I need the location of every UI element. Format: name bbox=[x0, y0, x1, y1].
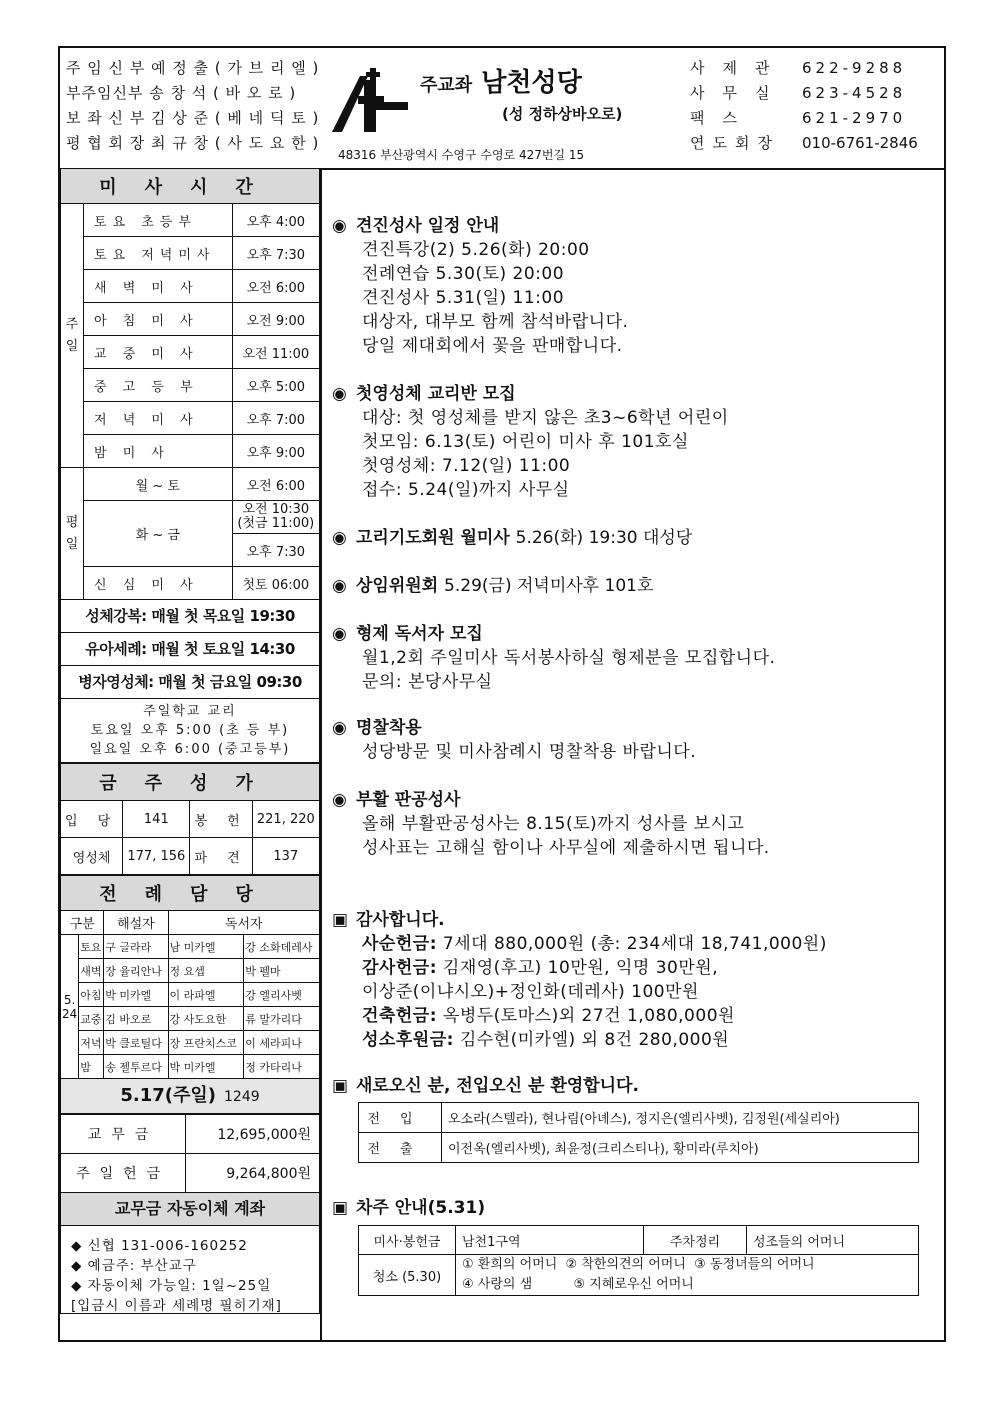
reader-1: 강 사도요한 bbox=[168, 1007, 244, 1031]
offering-label: 교무금 bbox=[61, 1115, 186, 1154]
mass-name: 월 ~ 토 bbox=[84, 468, 233, 501]
notice-confirmation: ◉ 견진성사 일정 안내 견진특강(2) 5.26(화) 20:00 전례연습 5.30(토) 20:00 견진성사 5.31(일) 11:00 대상자, 대부모 함께 참석바랍니다. 당일 제대회에서 꽃을 판매합니다. bbox=[332, 216, 629, 356]
hymns-table bbox=[60, 763, 320, 875]
mass-time: 오전 10:30 (첫금 11:00) bbox=[232, 501, 319, 534]
contact-label: 사무실 bbox=[690, 84, 788, 102]
mass-time: 오전 6:00 bbox=[232, 270, 319, 303]
sidebar bbox=[60, 168, 322, 1340]
sunday-school-info: 주일학교 교리 토요일 오후 5:00 (초 등 부) 일요일 오후 6:00 (중고등부) bbox=[60, 699, 320, 763]
welcome-label: 전출 bbox=[359, 1133, 442, 1163]
reader-1: 이 라파엘 bbox=[168, 983, 244, 1007]
clergy-list bbox=[66, 56, 319, 156]
hymn-number: 221, 220 bbox=[252, 801, 319, 838]
summary-date: 5.17(주일) bbox=[120, 1085, 216, 1106]
bulletin-frame bbox=[58, 46, 946, 1342]
notice-gori-prayer: ◉ 고리기도회원 월미사 5.26(화) 19:30 대성당 bbox=[332, 528, 693, 548]
reader-2: 박 펠마 bbox=[244, 959, 320, 983]
liturgy-slot: 아침 bbox=[79, 983, 104, 1007]
notice-easter-confession: ◉ 부활 판공성사 올해 부활판공성사는 8.15(토)까지 성사를 보시고 성사표는 고해실 함이나 사무실에 제출하시면 됩니다. bbox=[332, 790, 770, 858]
next-value: 성조들의 어머니 bbox=[747, 1226, 919, 1255]
mass-time: 오후 7:30 bbox=[232, 534, 319, 567]
reader-2: 강 소화데레사 bbox=[244, 935, 320, 959]
liturgy-date: 5. 24 bbox=[61, 935, 79, 1079]
infant-baptism-info: 유아세례: 매월 첫 토요일 14:30 bbox=[60, 633, 320, 666]
mass-name: 토요 초등부 bbox=[84, 204, 233, 237]
mass-name: 저 녁 미 사 bbox=[84, 402, 233, 435]
attendance-count: 1249 bbox=[224, 1089, 260, 1105]
contact-number: 621-2970 bbox=[802, 109, 907, 127]
notice-standing-committee: ◉ 상임위원회 5.29(금) 저녁미사후 101호 bbox=[332, 576, 654, 596]
mass-schedule-table bbox=[60, 168, 320, 600]
mass-name: 토요 저녁미사 bbox=[84, 237, 233, 270]
mass-time: 오후 9:00 bbox=[232, 435, 319, 468]
notice-reader-recruit: ◉ 형제 독서자 모집 월1,2회 주일미사 독서봉사하실 형제분을 모집합니다. 문의: 본당사무실 bbox=[332, 624, 776, 692]
hymn-number: 177, 156 bbox=[123, 838, 190, 875]
mass-name: 새 벽 미 사 bbox=[84, 270, 233, 303]
clergy-line: 주 임 신 부 예 정 출 ( 가 브 리 엘 ) bbox=[66, 59, 320, 77]
account-info: ◆ 신협 131-006-160252 ◆ 예금주: 부산교구 ◆ 자동이체 가능일: 1일~25일 [입금시 이름과 세례명 필히기재] bbox=[60, 1226, 320, 1314]
liturgy-table bbox=[60, 875, 320, 1079]
contact-list bbox=[690, 56, 918, 156]
commentator: 송 젤투르다 bbox=[104, 1055, 168, 1079]
hymn-label: 파 견 bbox=[190, 838, 252, 875]
title-main: 남천성당 bbox=[481, 68, 582, 98]
notice-first-communion: ◉ 첫영성체 교리반 모집 대상: 첫 영성체를 받지 않은 초3~6학년 어린이 첫모임: 6.13(토) 어린이 미사 후 101호실 첫영성체: 7.12(일) 11:00 접수: 5.24(일)까지 사무실 bbox=[332, 384, 729, 500]
parish-subtitle: (성 정하상바오로) bbox=[502, 105, 623, 123]
liturgy-header: 전례담당 bbox=[61, 876, 320, 911]
welcome-names: 이전옥(엘리사벳), 최윤정(크리스티나), 황미라(루치아) bbox=[442, 1133, 919, 1163]
next-label: 청소 (5.30) bbox=[359, 1255, 456, 1296]
contact-row bbox=[690, 106, 918, 131]
clergy-line: 보 좌 신 부 김 상 준 ( 베 네 딕 토 ) bbox=[66, 109, 320, 127]
contact-row bbox=[690, 131, 918, 156]
mass-time: 오후 7:00 bbox=[232, 402, 319, 435]
mass-time: 오전 9:00 bbox=[232, 303, 319, 336]
parish-address: 48316 부산광역시 수영구 수영로 427번길 15 bbox=[338, 148, 585, 162]
liturgy-slot: 교중 bbox=[79, 1007, 104, 1031]
next-label: 주차정리 bbox=[644, 1226, 747, 1255]
commentator: 박 클로틸다 bbox=[104, 1031, 168, 1055]
welcome-label: 전입 bbox=[359, 1103, 442, 1133]
reader-2: 강 엘리사벳 bbox=[244, 983, 320, 1007]
reader-1: 장 프란치스코 bbox=[168, 1031, 244, 1055]
welcome-table bbox=[358, 1102, 919, 1163]
hymn-number: 137 bbox=[252, 838, 319, 875]
commentator: 김 바오로 bbox=[104, 1007, 168, 1031]
offering-table bbox=[60, 1114, 320, 1193]
mass-name: 밤 미 사 bbox=[84, 435, 233, 468]
liturgy-slot: 새벽 bbox=[79, 959, 104, 983]
mass-time: 오전 6:00 bbox=[232, 468, 319, 501]
hymns-header: 금주성가 bbox=[61, 764, 320, 801]
commentator: 구 글라라 bbox=[104, 935, 168, 959]
reader-2: 이 세라피나 bbox=[244, 1031, 320, 1055]
parish-title bbox=[420, 62, 582, 99]
mass-name: 화 ~ 금 bbox=[84, 501, 233, 567]
church-logo-icon bbox=[330, 62, 410, 136]
next-week-table bbox=[358, 1225, 919, 1296]
title-prefix: 주교좌 bbox=[420, 75, 473, 96]
mass-name: 중 고 등 부 bbox=[84, 369, 233, 402]
mass-time: 오후 7:30 bbox=[232, 237, 319, 270]
col-commentator: 해설자 bbox=[104, 911, 168, 935]
contact-label: 연도회장 bbox=[690, 134, 780, 152]
liturgy-slot: 저녁 bbox=[79, 1031, 104, 1055]
next-week-section: ▣ 차주 안내(5.31) bbox=[332, 1198, 486, 1218]
hymn-label: 봉 헌 bbox=[190, 801, 252, 838]
sunday-label: 주일 bbox=[61, 204, 84, 468]
benediction-info: 성체강복: 매월 첫 목요일 19:30 bbox=[60, 600, 320, 633]
mass-name: 교 중 미 사 bbox=[84, 336, 233, 369]
col-reader: 독서자 bbox=[168, 911, 319, 935]
welcome-names: 오소라(스텔라), 현나림(아녜스), 정지은(엘리사벳), 김정원(세실리아) bbox=[442, 1103, 919, 1133]
contact-number: 010-6761-2846 bbox=[802, 134, 918, 152]
reader-2: 류 말가리다 bbox=[244, 1007, 320, 1031]
contact-number: 623-4528 bbox=[802, 84, 907, 102]
col-gubun: 구분 bbox=[61, 911, 104, 935]
liturgy-slot: 밤 bbox=[79, 1055, 104, 1079]
notice-name-tag: ◉ 명찰착용 성당방문 및 미사참례시 명찰착용 바랍니다. bbox=[332, 718, 697, 762]
reader-1: 정 요셉 bbox=[168, 959, 244, 983]
contact-row bbox=[690, 81, 918, 106]
next-value: 남천1구역 bbox=[456, 1226, 644, 1255]
next-label: 미사·봉헌금 bbox=[359, 1226, 456, 1255]
clergy-line: 평 협 회 장 최 규 창 ( 사 도 요 한 ) bbox=[66, 134, 320, 152]
contact-label: 팩스 bbox=[690, 109, 755, 127]
mass-name: 아 침 미 사 bbox=[84, 303, 233, 336]
mass-time: 오후 5:00 bbox=[232, 369, 319, 402]
contact-row bbox=[690, 56, 918, 81]
weekday-label: 평일 bbox=[61, 468, 84, 600]
contact-number: 622-9288 bbox=[802, 59, 907, 77]
sick-communion-info: 병자영성체: 매월 첫 금요일 09:30 bbox=[60, 666, 320, 699]
mass-schedule-header: 미사시간 bbox=[61, 169, 320, 204]
commentator: 박 미카엘 bbox=[104, 983, 168, 1007]
bulletin-header bbox=[60, 48, 944, 170]
thanks-section: ▣ 감사합니다. 사순헌금: 7세대 880,000원 (총: 234세대 18,741,000원) 감사헌금: 김재영(후고) 10만원, 익명 30만원, 이상준(이냐시오)+정인화(데레사) 100만원 건축헌금: 옥병두(토마스)외 27건 1,080,000원 성소후원금: 김수현(미카엘) 외 8건 280,000원 bbox=[332, 910, 827, 1050]
offering-amount: 9,264,800원 bbox=[186, 1154, 320, 1193]
clergy-line: 부주임신부 송 창 석 ( 바 오 로 ) bbox=[66, 84, 297, 102]
reader-1: 박 미카엘 bbox=[168, 1055, 244, 1079]
commentator: 장 율리안나 bbox=[104, 959, 168, 983]
offering-label: 주일헌금 bbox=[61, 1154, 186, 1193]
reader-2: 정 카타리나 bbox=[244, 1055, 320, 1079]
mass-time: 첫토 06:00 bbox=[232, 567, 319, 600]
cleaning-groups: ① 환희의 어머니 ② 착한의견의 어머니 ③ 동정녀들의 어머니 ④ 사랑의 샘 ⑤ 지혜로우신 어머니 bbox=[456, 1255, 919, 1296]
hymn-number: 141 bbox=[123, 801, 190, 838]
offering-summary-header bbox=[60, 1079, 320, 1114]
mass-name: 신 심 미 사 bbox=[84, 567, 233, 600]
welcome-section: ▣ 새로오신 분, 전입오신 분 환영합니다. bbox=[332, 1076, 639, 1096]
hymn-label: 영성체 bbox=[61, 838, 123, 875]
notices-area bbox=[332, 168, 944, 1340]
liturgy-slot: 토요 bbox=[79, 935, 104, 959]
reader-1: 남 미카엘 bbox=[168, 935, 244, 959]
mass-time: 오후 4:00 bbox=[232, 204, 319, 237]
offering-amount: 12,695,000원 bbox=[186, 1115, 320, 1154]
account-header: 교무금 자동이체 계좌 bbox=[60, 1193, 320, 1226]
contact-label: 사제관 bbox=[690, 59, 788, 77]
hymn-label: 입 당 bbox=[61, 801, 123, 838]
mass-time: 오전 11:00 bbox=[232, 336, 319, 369]
